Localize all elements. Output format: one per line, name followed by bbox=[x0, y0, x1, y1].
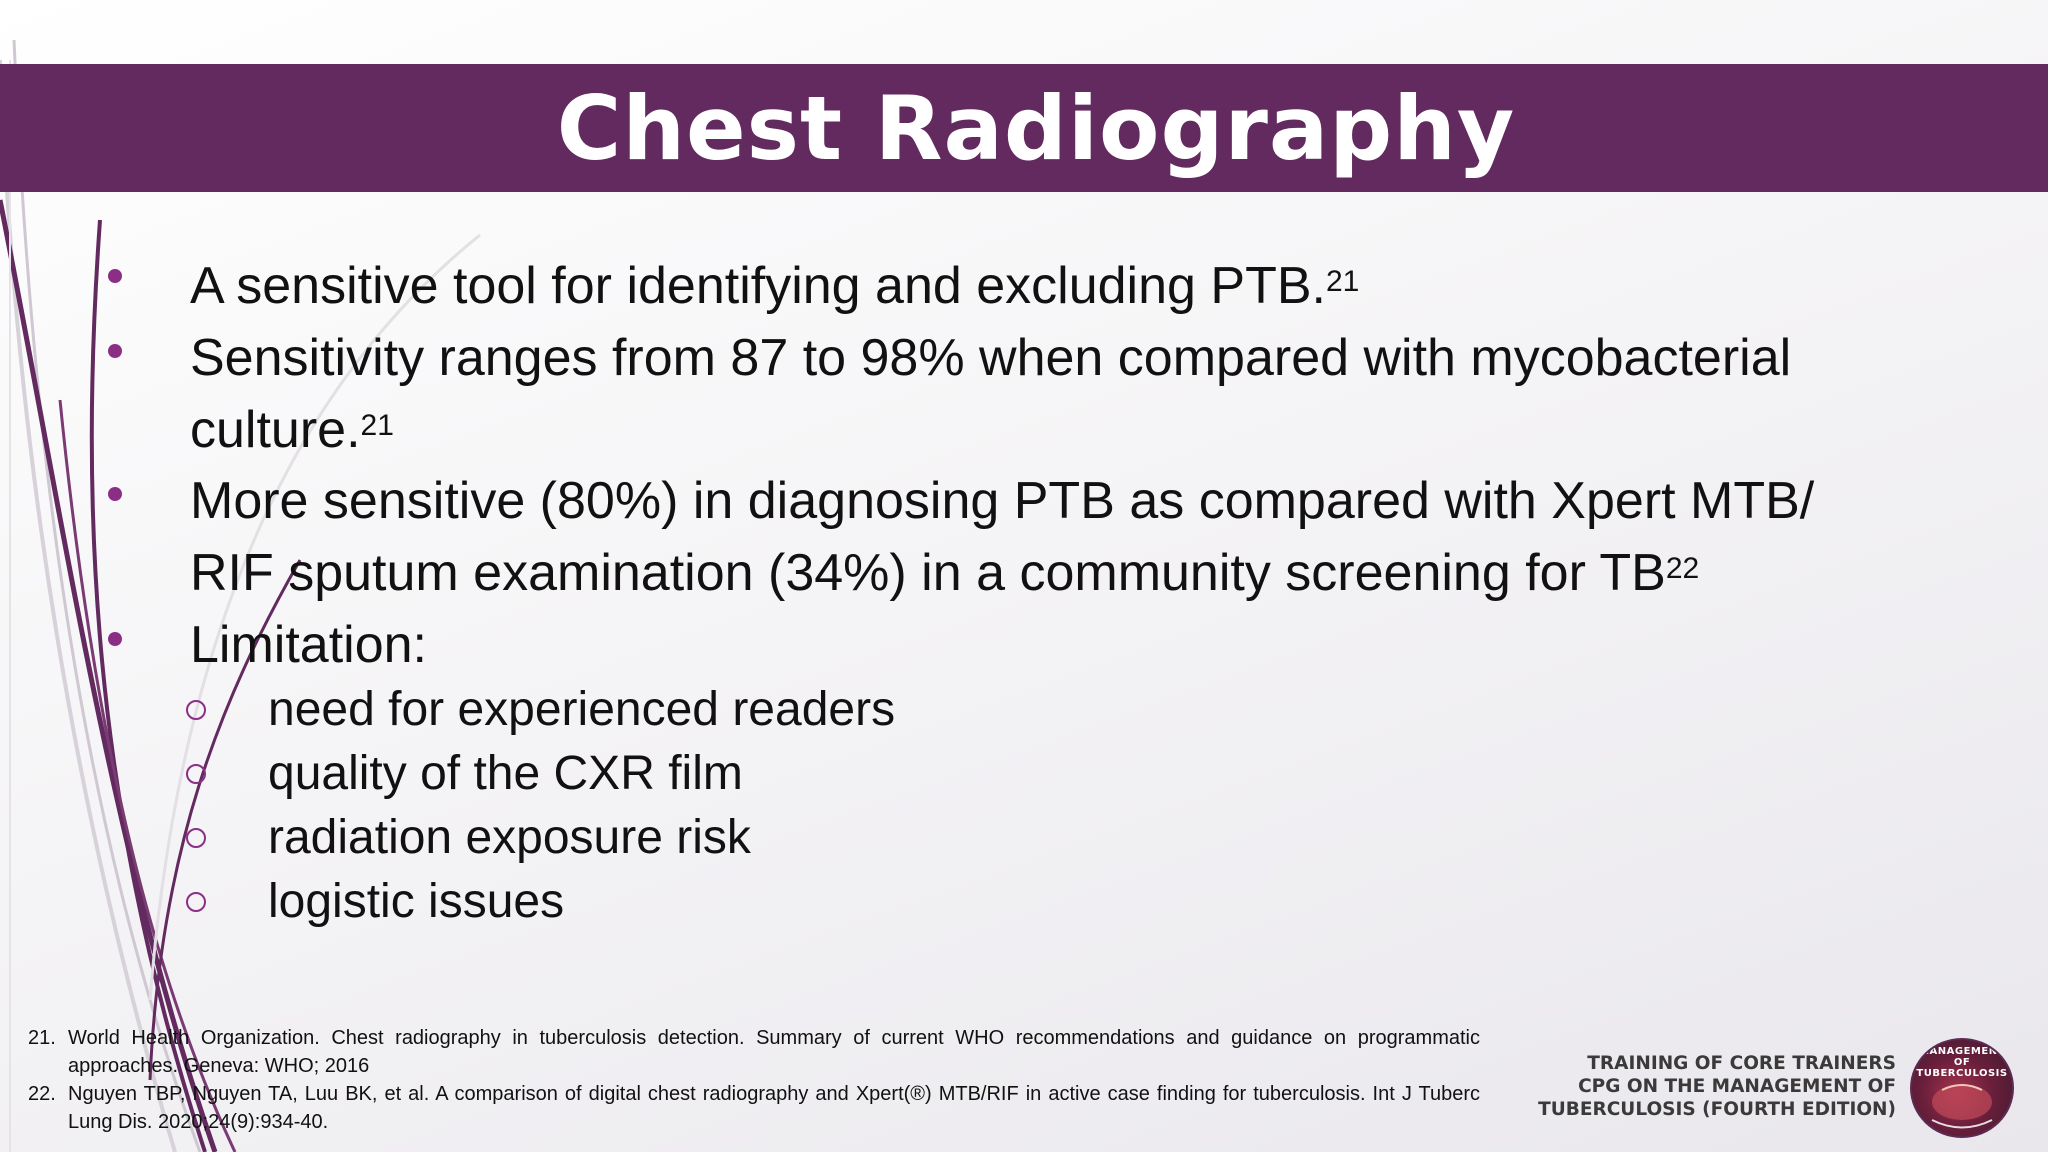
bullet-2-line1: Sensitivity ranges from 87 to 98% when compared with mycobacterial bbox=[190, 329, 1792, 387]
bullet-1-text: A sensitive tool for identifying and excluding PTB. bbox=[190, 257, 1326, 315]
sub-bullet-ring-icon bbox=[186, 700, 206, 720]
reference-21 bbox=[24, 1024, 1480, 1080]
bullet-4 bbox=[190, 609, 1910, 681]
reference-text: World Health Organization. Chest radiography in tuberculosis detection. Summary of current WHO recommendations and guidance on programmatic approaches. Geneva: WHO; 2016 bbox=[68, 1027, 1480, 1077]
references bbox=[24, 1024, 1480, 1136]
cpg-logo bbox=[1910, 1038, 2014, 1138]
footer-line: TRAINING OF CORE TRAINERS bbox=[1587, 1053, 1896, 1074]
footer-line: CPG ON THE MANAGEMENT OF bbox=[1578, 1076, 1896, 1097]
sub-bullet-ring-icon bbox=[186, 764, 206, 784]
bullet-2-line2: culture. bbox=[190, 401, 361, 459]
limitation-item: need for experienced readers bbox=[268, 683, 896, 736]
bullet-2 bbox=[190, 322, 1910, 466]
reference-text: Nguyen TBP, Nguyen TA, Luu BK, et al. A comparison of digital chest radiography and Xpert(®) MTB/RIF in active case finding for tuberculosis. Int J Tuberc Lung Dis. 2020;24(9):934-40. bbox=[68, 1083, 1480, 1133]
slide-title: Chest Radiography bbox=[556, 76, 1516, 180]
bullet-dot-icon bbox=[108, 487, 122, 501]
bullet-3-line2: RIF sputum examination (34%) in a community screening for TB bbox=[190, 544, 1666, 602]
bullet-1 bbox=[190, 250, 1910, 322]
bullet-3-line1: More sensitive (80%) in diagnosing PTB as compared with Xpert MTB/ bbox=[190, 472, 1815, 530]
limitation-item: radiation exposure risk bbox=[268, 811, 751, 864]
bullet-dot-icon bbox=[108, 269, 122, 283]
footer-branding bbox=[1476, 1052, 1896, 1121]
bullet-2-citation: 21 bbox=[360, 409, 394, 442]
bullet-3 bbox=[190, 465, 1910, 609]
bullet-1-citation: 21 bbox=[1325, 265, 1360, 298]
reference-number: 22. bbox=[28, 1083, 56, 1105]
reference-22 bbox=[24, 1080, 1480, 1136]
sub-bullet-ring-icon bbox=[186, 828, 206, 848]
limitation-item: logistic issues bbox=[268, 875, 565, 928]
bullet-4-text: Limitation: bbox=[190, 616, 427, 674]
title-bar bbox=[0, 64, 2048, 192]
bullet-dot-icon bbox=[108, 632, 122, 646]
globe-icon bbox=[1912, 1040, 2012, 1136]
bullet-dot-icon bbox=[108, 344, 122, 358]
logo-text-line: MANAGEMENT bbox=[1919, 1046, 2005, 1057]
footer-line: TUBERCULOSIS (FOURTH EDITION) bbox=[1538, 1099, 1896, 1120]
limitation-item: quality of the CXR film bbox=[268, 747, 743, 800]
logo-text-line: OF TUBERCULOSIS bbox=[1916, 1057, 2008, 1079]
sub-bullet-ring-icon bbox=[186, 892, 206, 912]
bullet-3-citation: 22 bbox=[1665, 552, 1700, 585]
reference-number: 21. bbox=[28, 1027, 56, 1049]
